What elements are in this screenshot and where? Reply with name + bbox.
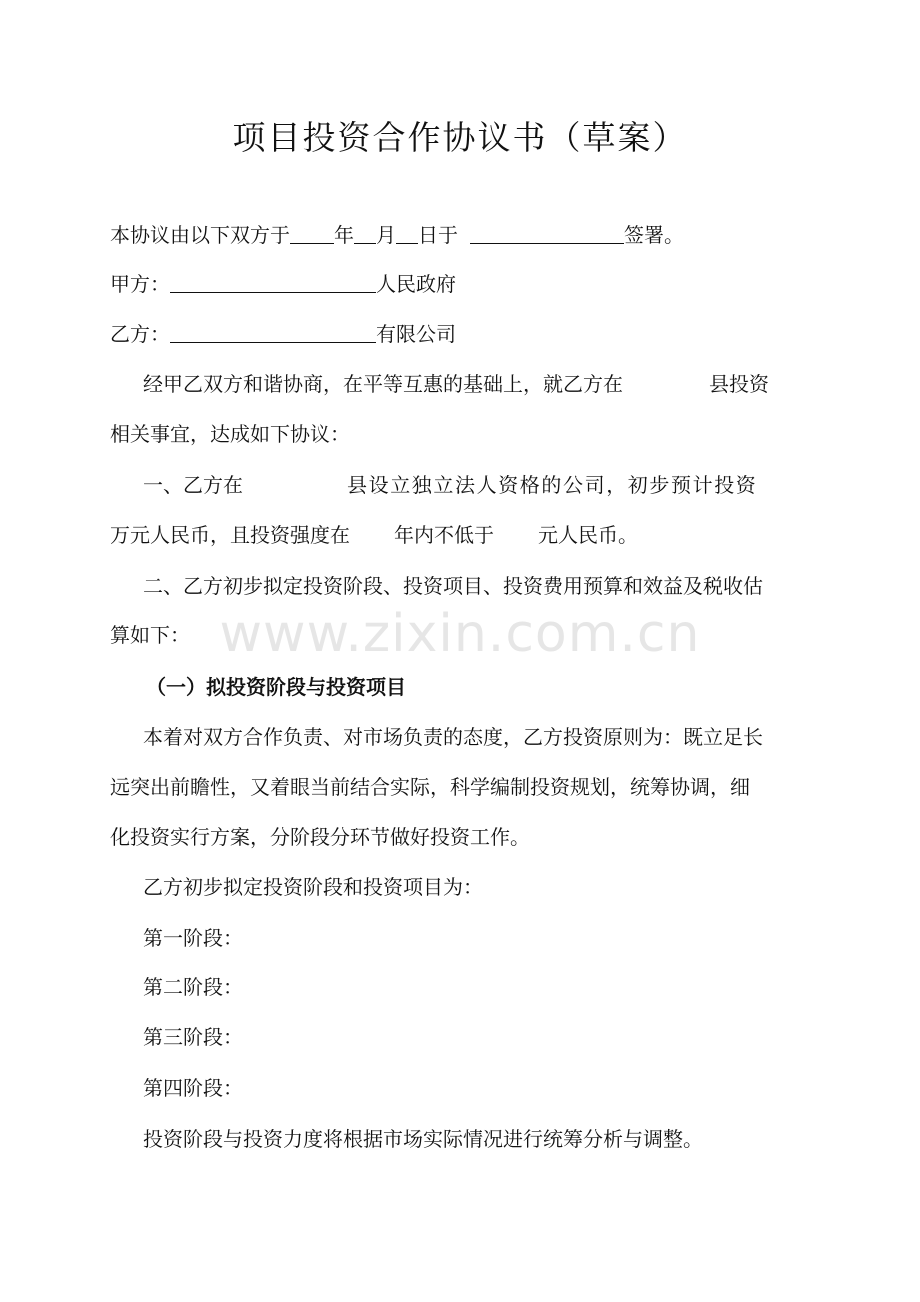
party-b-blank[interactable] <box>170 320 376 343</box>
para1-line2: 相关事宜，达成如下协议： <box>110 422 350 446</box>
para1-text-b: 县投资 <box>709 372 769 396</box>
section1-heading: （一）拟投资阶段与投资项目 <box>146 675 406 699</box>
party-a-line <box>110 269 812 299</box>
para1-text-a: 经甲乙双方和谐协商，在平等互惠的基础上，就乙方在 <box>143 372 623 396</box>
party-b-label: 乙方： <box>110 322 170 346</box>
place-blank[interactable] <box>470 221 624 244</box>
clause1-text-d: 年内不低于 <box>394 523 494 547</box>
party-a-blank[interactable] <box>170 270 376 293</box>
principle-line2: 远突出前瞻性，又着眼当前结合实际，科学编制投资规划，统筹协调，细 <box>110 775 750 799</box>
watermark: www.zixin.com.cn <box>219 604 701 664</box>
para1-line1 <box>143 369 812 399</box>
month-blank[interactable] <box>354 221 376 244</box>
clause1-line1 <box>143 470 812 500</box>
principle-line1: 本着对双方合作负责、对市场负责的态度，乙方投资原则为：既立足长 <box>143 725 763 749</box>
clause1-text-b: 县设立独立法人资格的公司，初步预计投资 <box>347 473 758 497</box>
intro-suffix: 签署。 <box>624 223 684 247</box>
stage-item: 第一阶段： <box>143 926 243 950</box>
clause2-line2: 算如下： <box>110 623 190 647</box>
party-a-suffix: 人民政府 <box>376 272 456 296</box>
intro-prefix: 本协议由以下双方于 <box>110 223 290 247</box>
clause1-text-c: 万元人民币，且投资强度在 <box>110 523 350 547</box>
stage-item: 第四阶段： <box>143 1076 243 1100</box>
document-title: 项目投资合作协议书（草案） <box>232 118 688 157</box>
party-a-label: 甲方： <box>110 272 170 296</box>
party-b-suffix: 有限公司 <box>376 322 456 346</box>
month-label: 月 <box>376 223 396 247</box>
year-label: 年 <box>334 223 354 247</box>
stage-item: 第三阶段： <box>143 1025 243 1049</box>
clause1-line2 <box>110 520 812 550</box>
clause2-line1: 二、乙方初步拟定投资阶段、投资项目、投资费用预算和效益及税收估 <box>143 574 763 598</box>
closing-line: 投资阶段与投资力度将根据市场实际情况进行统筹分析与调整。 <box>143 1127 703 1151</box>
stage-item: 第二阶段： <box>143 975 243 999</box>
day-blank[interactable] <box>396 221 418 244</box>
year-blank[interactable] <box>290 221 334 244</box>
clause1-text-a: 一、乙方在 <box>143 473 243 497</box>
intro-line <box>110 220 812 250</box>
clause1-text-e: 元人民币。 <box>538 523 638 547</box>
day-label: 日于 <box>418 223 458 247</box>
stages-intro: 乙方初步拟定投资阶段和投资项目为： <box>143 875 483 899</box>
party-b-line <box>110 319 812 349</box>
principle-line3: 化投资实行方案，分阶段分环节做好投资工作。 <box>110 825 530 849</box>
